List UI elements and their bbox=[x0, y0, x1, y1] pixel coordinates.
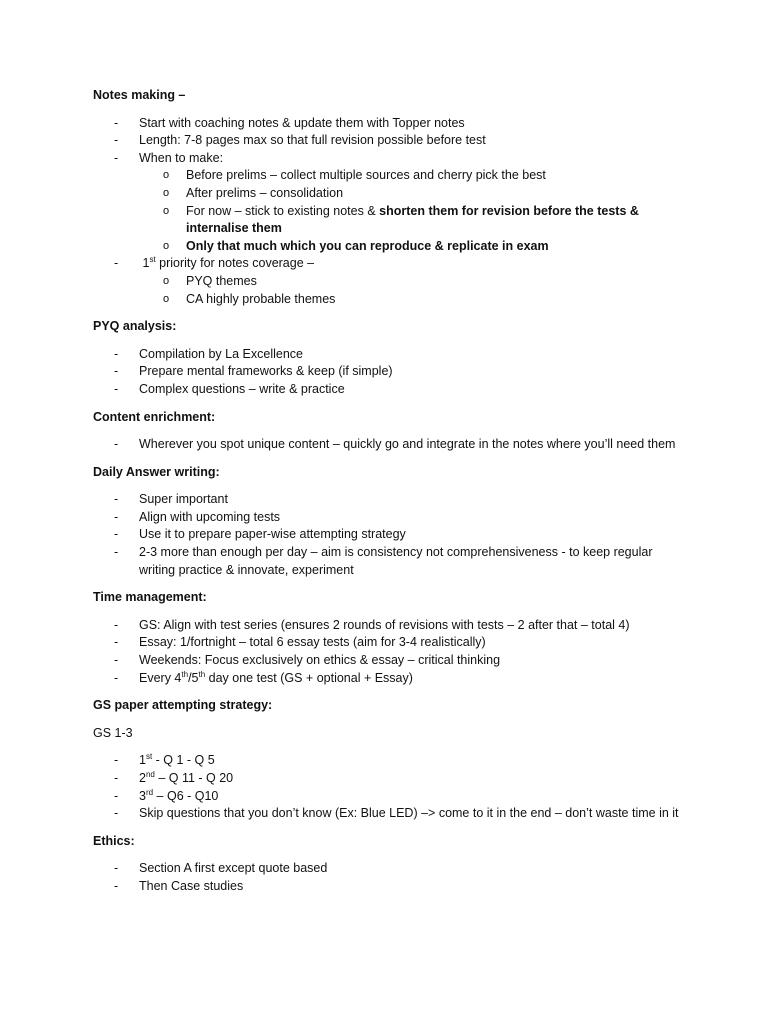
heading-content-enrichment: Content enrichment: bbox=[93, 409, 216, 424]
dash-bullet: - bbox=[114, 437, 119, 452]
circle-bullet: o bbox=[163, 204, 170, 217]
dash-bullet: - bbox=[114, 509, 119, 524]
dash-bullet: - bbox=[114, 753, 119, 768]
heading-ethics: Ethics: bbox=[93, 833, 135, 848]
list-item: - Then Case studies bbox=[93, 878, 683, 896]
circle-bullet: o bbox=[163, 292, 170, 305]
list-item: - 2nd – Q 11 - Q 20 bbox=[93, 770, 683, 788]
dash-bullet: - bbox=[114, 256, 119, 271]
list-item: - Use it to prepare paper-wise attempting strategy bbox=[93, 526, 683, 544]
list-item: - Essay: 1/fortnight – total 6 essay tests (aim for 3-4 realistically) bbox=[93, 634, 683, 652]
list-item: - Start with coaching notes & update them with Topper notes bbox=[93, 115, 683, 133]
list-item: - GS: Align with test series (ensures 2 rounds of revisions with tests – 2 after that – total 4) bbox=[93, 617, 683, 635]
dash-bullet: - bbox=[114, 806, 119, 821]
list-item: - 3rd – Q6 - Q10 bbox=[93, 788, 683, 806]
list-item: - Wherever you spot unique content – quickly go and integrate in the notes where you’ll need them bbox=[93, 436, 683, 454]
gs-subheading: GS 1-3 bbox=[93, 725, 133, 740]
dash-bullet: - bbox=[114, 381, 119, 396]
heading-gs-strategy: GS paper attempting strategy: bbox=[93, 698, 273, 713]
circle-bullet: o bbox=[163, 186, 170, 199]
dash-bullet: - bbox=[114, 617, 119, 632]
list-item: - Length: 7-8 pages max so that full revision possible before test bbox=[93, 132, 683, 150]
dash-bullet: - bbox=[114, 527, 119, 542]
dash-bullet: - bbox=[114, 545, 119, 560]
sub-list-item: o Before prelims – collect multiple sources and cherry pick the best bbox=[93, 167, 683, 185]
dash-bullet: - bbox=[114, 115, 119, 130]
list-item: - Prepare mental frameworks & keep (if simple) bbox=[93, 363, 683, 381]
sub-list-item: o For now – stick to existing notes & shorten them for revision before the tests & internalise them bbox=[163, 203, 639, 236]
list-item: - Complex questions – write & practice bbox=[93, 381, 683, 399]
dash-bullet: - bbox=[114, 346, 119, 361]
dash-bullet: - bbox=[114, 861, 119, 876]
list-item: - Align with upcoming tests bbox=[93, 509, 683, 527]
list-item: - Weekends: Focus exclusively on ethics & essay – critical thinking bbox=[93, 652, 683, 670]
dash-bullet: - bbox=[114, 635, 119, 650]
heading-pyq-analysis: PYQ analysis: bbox=[93, 319, 177, 334]
dash-bullet: - bbox=[114, 492, 119, 507]
list-item: - 2-3 more than enough per day – aim is consistency not comprehensiveness - to keep regular writing practice & innovate, experiment bbox=[114, 545, 653, 577]
list-item: - Section A first except quote based bbox=[93, 860, 683, 878]
heading-daily-answer-writing: Daily Answer writing: bbox=[93, 464, 220, 479]
circle-bullet: o bbox=[163, 274, 170, 287]
dash-bullet: - bbox=[114, 788, 119, 803]
pyq-list bbox=[93, 346, 683, 399]
sub-list-item: o PYQ themes bbox=[93, 273, 683, 291]
circle-bullet: o bbox=[163, 169, 170, 182]
gs-list bbox=[93, 752, 683, 822]
dash-bullet: - bbox=[114, 150, 119, 165]
list-item: - Skip questions that you don’t know (Ex: Blue LED) –> come to it in the end – don’t waste time in it bbox=[93, 805, 683, 823]
list-item: - When to make: bbox=[93, 150, 683, 168]
dash-bullet: - bbox=[114, 670, 119, 685]
dash-bullet: - bbox=[114, 771, 119, 785]
circle-bullet: o bbox=[163, 239, 170, 252]
dash-bullet: - bbox=[114, 133, 119, 148]
heading-time-management: Time management: bbox=[93, 590, 207, 605]
list-item: - Compilation by La Excellence bbox=[93, 346, 683, 364]
dash-bullet: - bbox=[114, 878, 119, 893]
list-item: - Super important bbox=[93, 491, 683, 509]
ethics-list bbox=[93, 860, 683, 895]
sub-list-item: o CA highly probable themes bbox=[93, 291, 683, 309]
dash-bullet: - bbox=[114, 364, 119, 379]
sub-list-item: o After prelims – consolidation bbox=[93, 185, 683, 203]
heading-notes-making: Notes making – bbox=[93, 88, 186, 102]
dash-bullet: - bbox=[114, 653, 119, 668]
document-content bbox=[93, 87, 683, 896]
sub-list-item: o Only that much which you can reproduce & replicate in exam bbox=[93, 238, 683, 256]
content-list bbox=[93, 436, 683, 454]
daily-list bbox=[93, 491, 683, 579]
list-item: - 1st - Q 1 - Q 5 bbox=[93, 752, 683, 770]
list-item: - Every 4th/5th day one test (GS + optional + Essay) bbox=[93, 670, 683, 688]
notes-list bbox=[93, 115, 683, 309]
list-item: - 1st priority for notes coverage – bbox=[93, 255, 683, 273]
time-list bbox=[93, 617, 683, 687]
